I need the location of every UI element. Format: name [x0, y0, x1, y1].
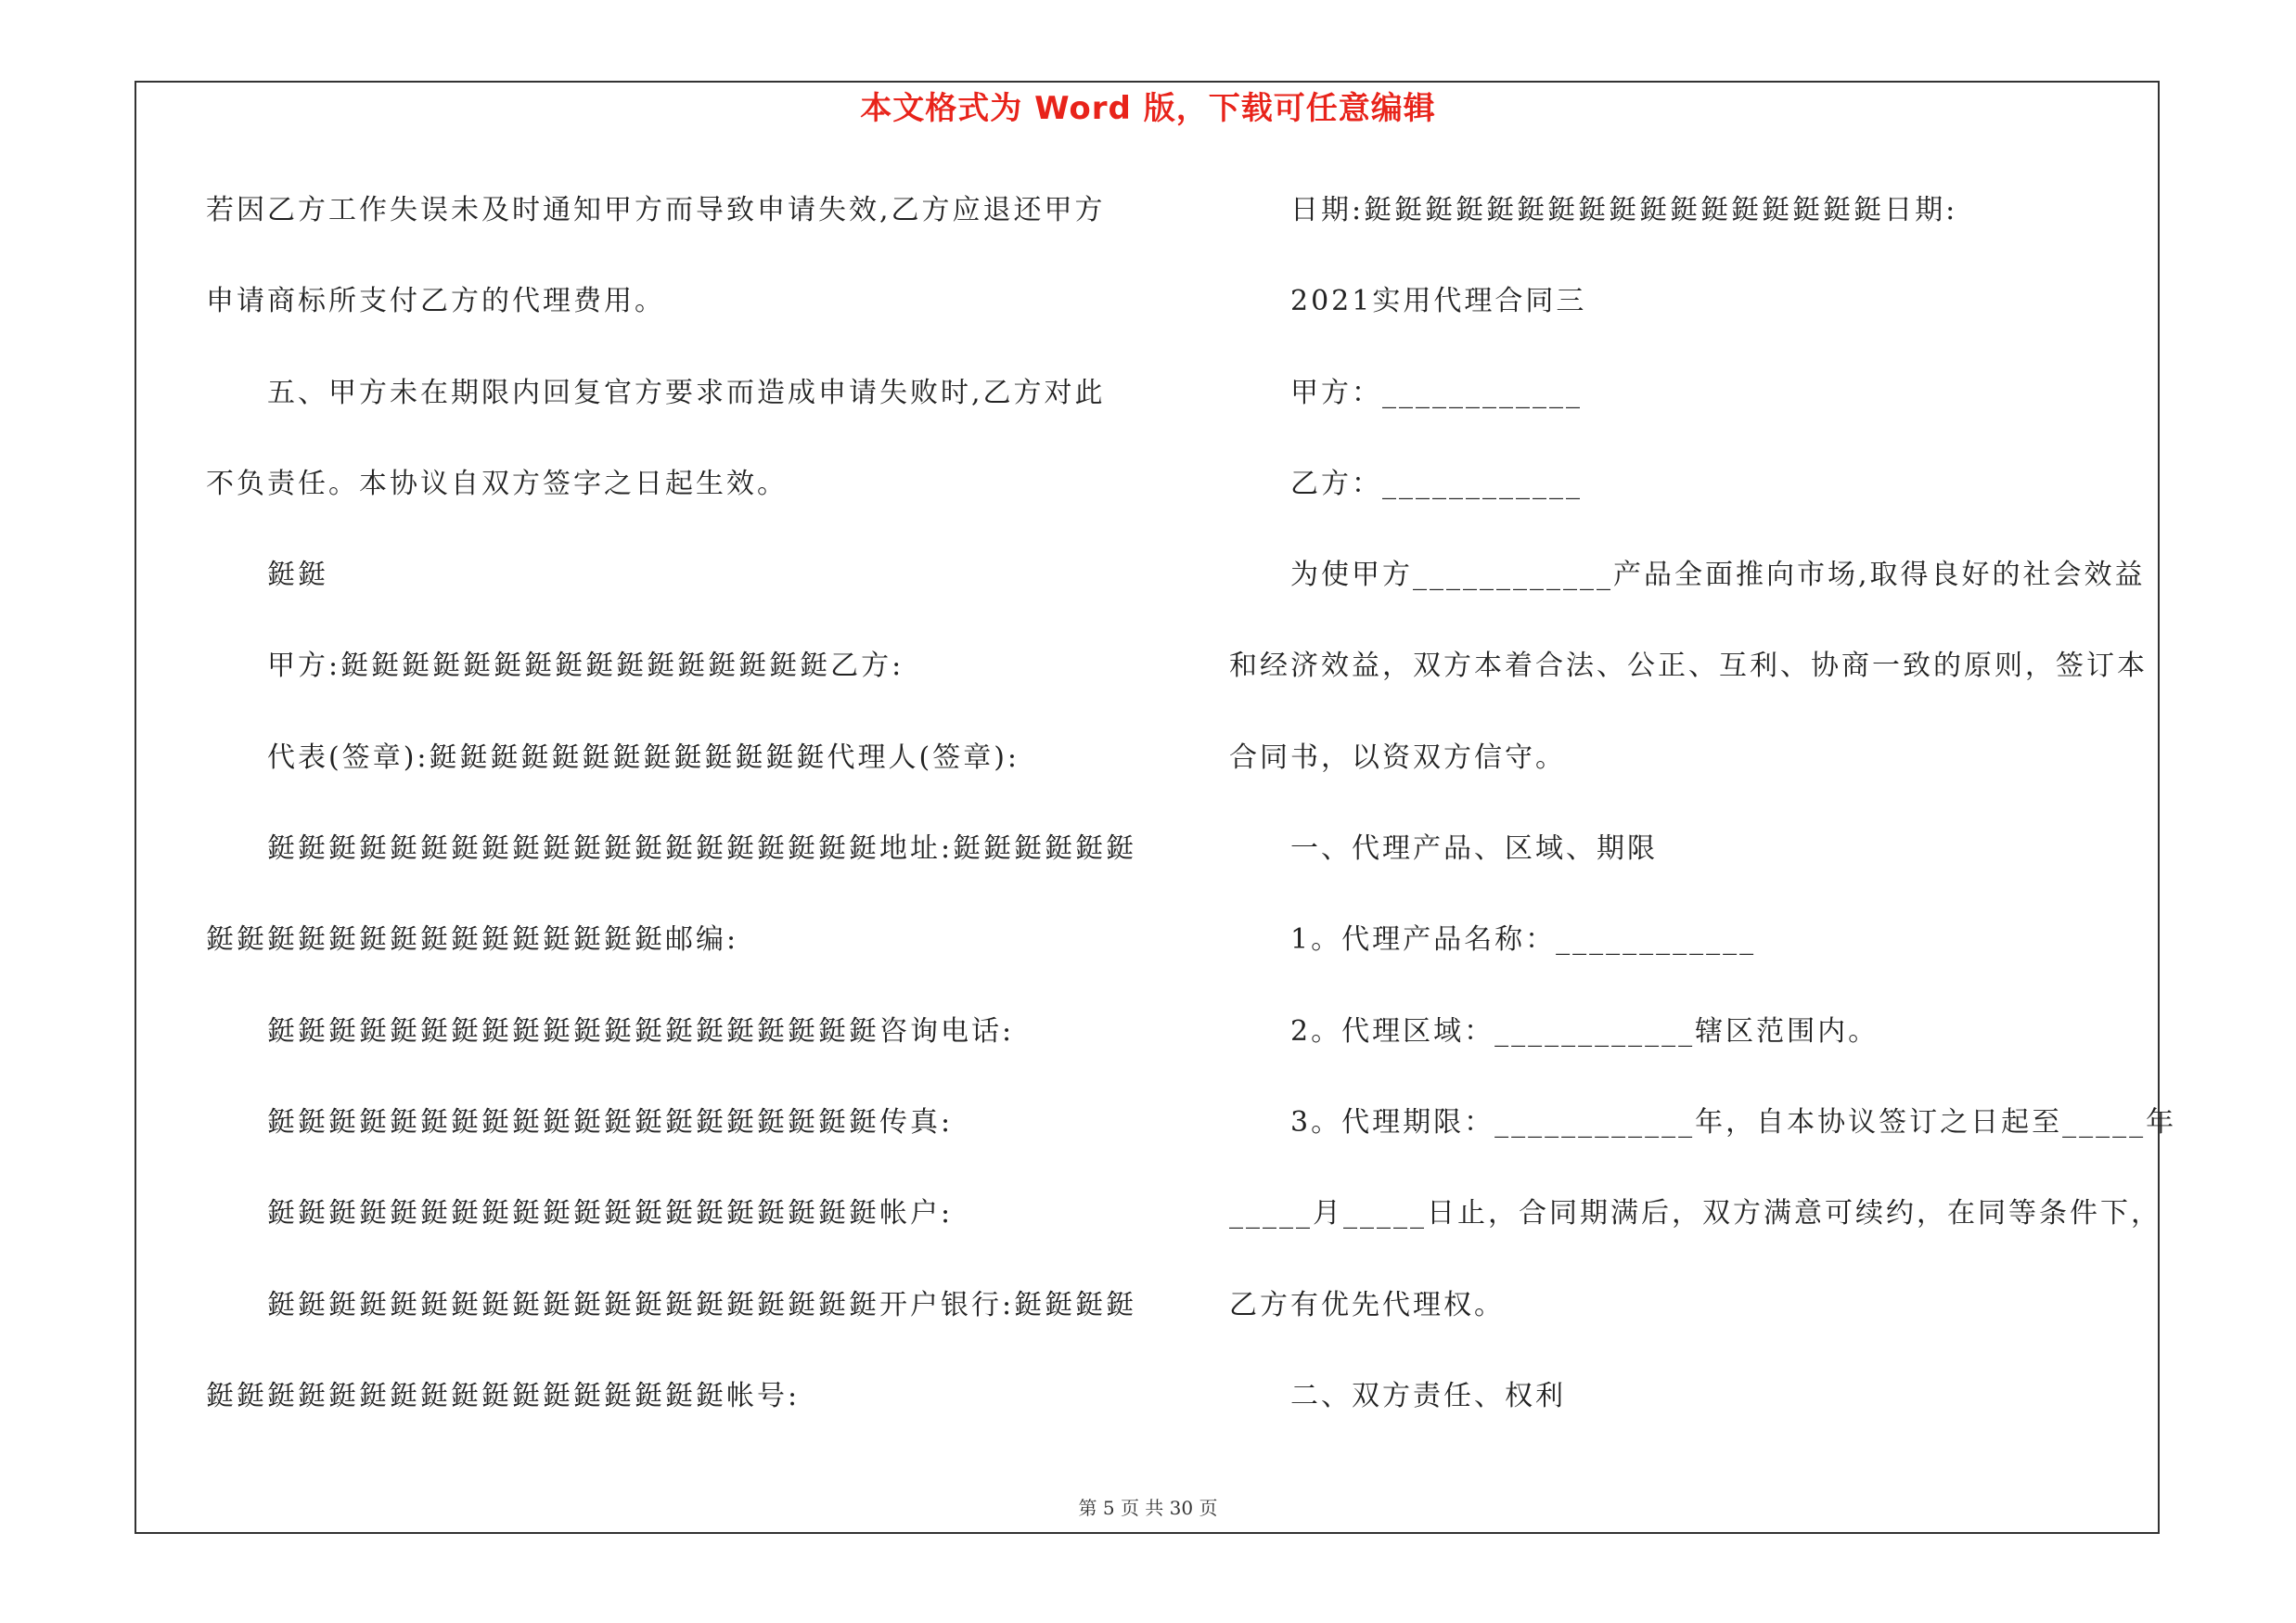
left-column-line: 鋌鋌鋌鋌鋌鋌鋌鋌鋌鋌鋌鋌鋌鋌鋌鋌鋌帐号: — [206, 1379, 801, 1412]
left-column-line: 不负责任。本协议自双方签字之日起生效。 — [206, 467, 788, 500]
left-column-line: 鋌鋌鋌鋌鋌鋌鋌鋌鋌鋌鋌鋌鋌鋌鋌邮编: — [206, 923, 739, 957]
left-column-line: 鋌鋌鋌鋌鋌鋌鋌鋌鋌鋌鋌鋌鋌鋌鋌鋌鋌鋌鋌鋌传真: — [267, 1105, 954, 1139]
right-column-line: 2。代理区域：____________辖区范围内。 — [1290, 1014, 1879, 1048]
right-text-column — [1229, 184, 2177, 1461]
right-column-line: 1。代理产品名称：____________ — [1290, 923, 1757, 957]
left-column-line: 鋌鋌鋌鋌鋌鋌鋌鋌鋌鋌鋌鋌鋌鋌鋌鋌鋌鋌鋌鋌开户银行:鋌鋌鋌鋌 — [267, 1288, 1137, 1321]
left-column-line: 若因乙方工作失误未及时通知甲方而导致申请失效,乙方应退还甲方 — [206, 194, 1106, 226]
left-column-line: 甲方:鋌鋌鋌鋌鋌鋌鋌鋌鋌鋌鋌鋌鋌鋌鋌鋌乙方: — [267, 650, 904, 683]
page-number: 第 5 页 共 30 页 — [1078, 1497, 1218, 1519]
right-column-line: 合同书，以资双方信守。 — [1229, 741, 1566, 774]
left-column-line: 鋌鋌鋌鋌鋌鋌鋌鋌鋌鋌鋌鋌鋌鋌鋌鋌鋌鋌鋌鋌咨询电话: — [267, 1014, 1015, 1048]
right-column-line: 日期:鋌鋌鋌鋌鋌鋌鋌鋌鋌鋌鋌鋌鋌鋌鋌鋌鋌日期: — [1290, 194, 1958, 226]
right-column-line: 2021实用代理合同三 — [1290, 285, 1587, 318]
right-column-line: 甲方：____________ — [1290, 376, 1583, 409]
right-column-line: _____月_____日止，合同期满后，双方满意可续约，在同等条件下， — [1229, 1197, 2161, 1230]
right-column-line: 为使甲方____________产品全面推向市场,取得良好的社会效益 — [1290, 559, 2146, 592]
left-column-line: 申请商标所支付乙方的代理费用。 — [206, 285, 665, 318]
right-column-line: 3。代理期限：____________年，自本协议签订之日起至_____年 — [1290, 1105, 2177, 1139]
right-column-line: 和经济效益，双方本着合法、公正、互利、协商一致的原则，签订本 — [1229, 650, 2148, 683]
left-column-line: 代表(签章):鋌鋌鋌鋌鋌鋌鋌鋌鋌鋌鋌鋌鋌代理人(签章): — [267, 741, 1020, 774]
left-column-line: 鋌鋌 — [267, 559, 328, 592]
right-column-line: 一、代理产品、区域、期限 — [1290, 832, 1658, 866]
editable-notice-banner: 本文格式为 Word 版，下载可任意编辑 — [860, 90, 1436, 127]
left-column-line: 五、甲方未在期限内回复官方要求而造成申请失败时,乙方对此 — [267, 376, 1106, 409]
left-column-line: 鋌鋌鋌鋌鋌鋌鋌鋌鋌鋌鋌鋌鋌鋌鋌鋌鋌鋌鋌鋌地址:鋌鋌鋌鋌鋌鋌 — [267, 832, 1137, 866]
left-text-column — [206, 184, 1137, 1461]
right-column-line: 乙方：____________ — [1290, 467, 1583, 500]
right-column-line: 二、双方责任、权利 — [1290, 1379, 1566, 1412]
left-column-line: 鋌鋌鋌鋌鋌鋌鋌鋌鋌鋌鋌鋌鋌鋌鋌鋌鋌鋌鋌鋌帐户: — [267, 1197, 954, 1230]
right-column-line: 乙方有优先代理权。 — [1229, 1288, 1505, 1321]
